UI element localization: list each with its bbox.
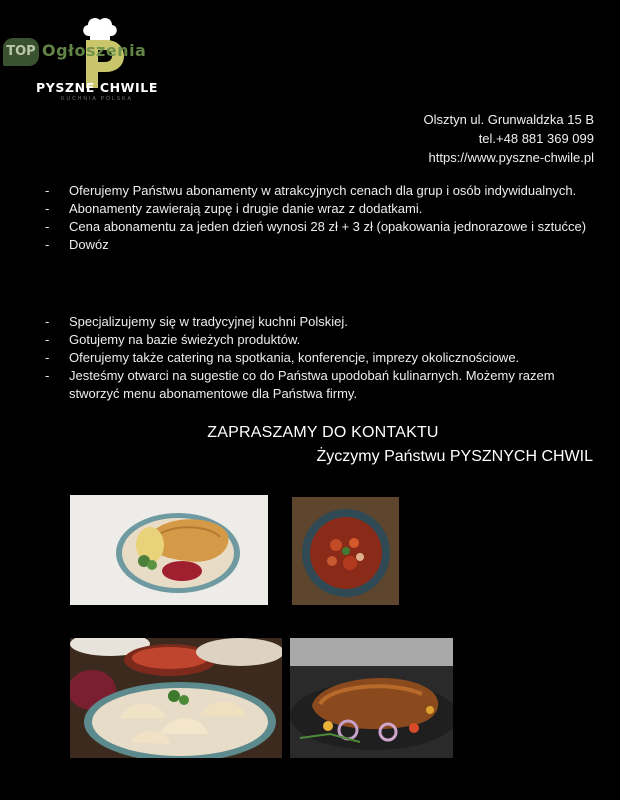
offer-list-2 (40, 313, 600, 403)
bullet: - (45, 237, 50, 252)
cta-wishes: Życzymy Państwu PYSZNYCH CHWIL (316, 448, 593, 465)
schnitzel-photo (70, 495, 268, 605)
list-item: - Specjalizujemy się w tradycyjnej kuchni Polskiej. (45, 314, 348, 329)
bullet: - (45, 332, 50, 347)
bullet: - (45, 201, 50, 216)
watermark-text: Ogłoszenia (42, 41, 147, 60)
pierogi-photo (70, 638, 282, 758)
list-item: - Abonamenty zawierają zupę i drugie danie wraz z dodatkami. (45, 201, 423, 216)
offer-list-1 (40, 182, 600, 254)
address: Olsztyn ul. Grunwaldzka 15 B (423, 112, 594, 127)
bullet: - (45, 183, 50, 198)
soup-bowl-photo (292, 497, 399, 605)
list-item: - Oferujemy Państwu abonamenty w atrakcyjnych cenach dla grup i osób indywidualnych. (45, 183, 577, 198)
list-item: - Cena abonamentu za jeden dzień wynosi 28 zł + 3 zł (opakowania jednorazowe i sztućce) (45, 219, 587, 234)
list-item: - Oferujemy także catering na spotkania, konferencje, imprezy okolicznościowe. (45, 350, 520, 365)
list-item: - Jesteśmy otwarci na sugestie co do Państwa upodobań kulinarnych. Możemy razem stworzyć menu abonamentowe dla Państwa firmy. (45, 368, 555, 401)
brand-name: PYSZNE CHWILE (35, 80, 158, 95)
bullet: - (45, 219, 50, 234)
bullet: - (45, 368, 50, 383)
brand-tagline: KUCHNIA POLSKA (61, 96, 133, 102)
list-item: - Dowóz (45, 237, 109, 252)
contact-block (423, 110, 594, 167)
website-link[interactable]: https://www.pyszne-chwile.pl (428, 150, 594, 165)
watermark (0, 36, 150, 76)
watermark-badge: TOP (3, 38, 39, 66)
phone[interactable]: tel.+48 881 369 099 (478, 131, 594, 146)
roast-duck-photo (290, 638, 453, 758)
cta-heading: ZAPRASZAMY DO KONTAKTU (207, 424, 439, 441)
bullet: - (45, 314, 50, 329)
bullet: - (45, 350, 50, 365)
list-item: - Gotujemy na bazie świeżych produktów. (45, 332, 301, 347)
